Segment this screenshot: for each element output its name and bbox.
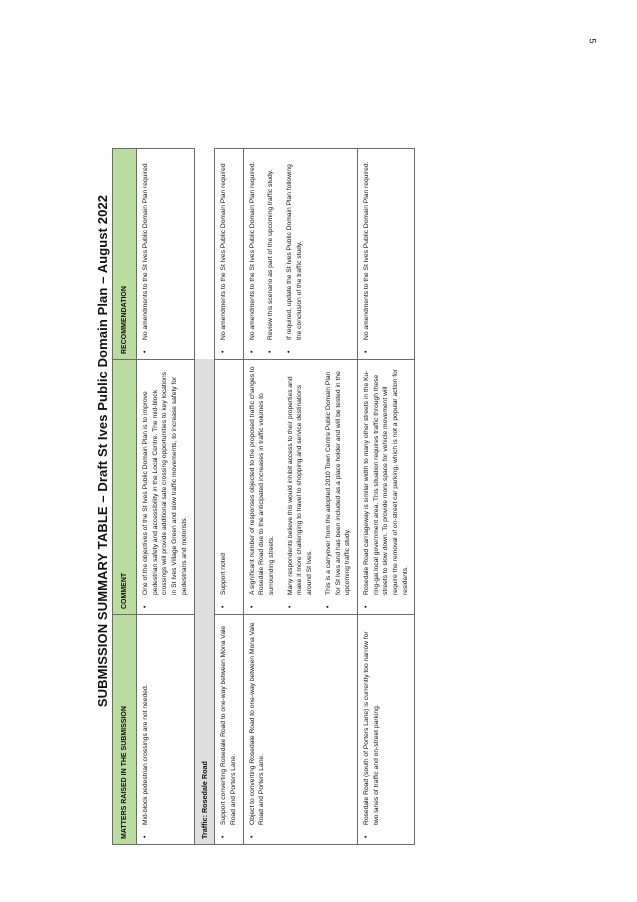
list-item: • No amendments to the St Ives Public Domain Plan required. xyxy=(362,154,372,340)
table-header-row xyxy=(113,149,137,845)
header-matters: MATTERS RAISED IN THE SUBMISSION xyxy=(113,615,137,845)
section-heading: Traffic: Rosedale Road xyxy=(194,360,215,845)
list-item: • Mid-block pedestrian crossings are not needed. xyxy=(141,620,151,825)
list-item: • Many respondents believe this would inhibit access to their properties and make it more challenging to travel to shopping and service destinations around St Ives. xyxy=(286,365,315,595)
comment-cell xyxy=(243,360,357,615)
recommendation-cell xyxy=(243,149,357,360)
recommendation-cell xyxy=(137,149,195,360)
list-item: • If required, update the St Ives Public Domain Plan following the conclusion of the traffic study. xyxy=(285,154,304,340)
header-comment: COMMENT xyxy=(113,360,137,615)
page-number: 5 xyxy=(587,38,598,44)
list-item: • No amendments to the St Ives Public Domain Plan required. xyxy=(248,154,258,340)
comment-cell xyxy=(215,360,243,615)
table-row xyxy=(243,149,357,845)
list-item: • No amendments to the St Ives Public Domain Plan required xyxy=(219,154,229,340)
matters-cell xyxy=(357,615,415,845)
table-row xyxy=(137,149,195,845)
list-item: • Review this scenario as part of the upcoming traffic study. xyxy=(266,154,276,340)
section-spacer xyxy=(194,149,215,360)
recommendation-cell xyxy=(357,149,415,360)
list-item: • Support converting Rosedale Road to one-way between Mona Vale Road and Porters Lane. xyxy=(219,620,238,825)
matters-cell xyxy=(243,615,357,845)
section-row xyxy=(194,149,215,845)
list-item: • One of the objectives of the St Ives Public Domain Plan is to improve pedestrian safety and accessibility in the Local Centre. The mid-block crossings will provide additional safe crossing opportunities to key locations in St Ives Village Green and slow traffic movements, to increase safety for pedestrians and motorists. xyxy=(141,365,190,595)
comment-cell xyxy=(137,360,195,615)
matters-cell xyxy=(215,615,243,845)
list-item: • Rosedale Road carriageway is similar width to many other streets in the Ku-ring-gai local government area. This situation requires traffic through these streets to slow down. To provide more space for vehicle movement will require the removal of on-street car parking, which is not a popular action for residents. xyxy=(362,365,411,595)
list-item: • Support noted xyxy=(219,365,229,595)
list-item: • Object to converting Rosedale Road to one-way between Mona Vale Road and Porters Lane. xyxy=(248,620,267,825)
table-row xyxy=(215,149,243,845)
comment-cell xyxy=(357,360,415,615)
header-recommendation: RECOMMENDATION xyxy=(113,149,137,360)
page-title: SUBMISSION SUMMARY TABLE – Draft St Ives Public Domain Plan – August 2022 xyxy=(95,194,110,708)
list-item: • Rosedale Road (south of Porters Lane) is currently too narrow for two lanes of traffic and on-street parking. xyxy=(362,620,381,825)
table-row xyxy=(357,149,415,845)
submission-summary-table xyxy=(112,148,415,845)
list-item: • No amendments to the St Ives Public Domain Plan required xyxy=(141,154,151,340)
list-item: • A significant number of responses objected to the proposed traffic changes to Rosedale Road due to the anticipated increases in traffic volumes to surrounding streets. xyxy=(248,365,277,595)
list-item: • This is a carryover from the adopted 2010 Town Centre Public Domain Plan for St Ives and has been included as a place holder and will be tested in the upcoming traffic study. xyxy=(324,365,353,595)
matters-cell xyxy=(137,615,195,845)
recommendation-cell xyxy=(215,149,243,360)
